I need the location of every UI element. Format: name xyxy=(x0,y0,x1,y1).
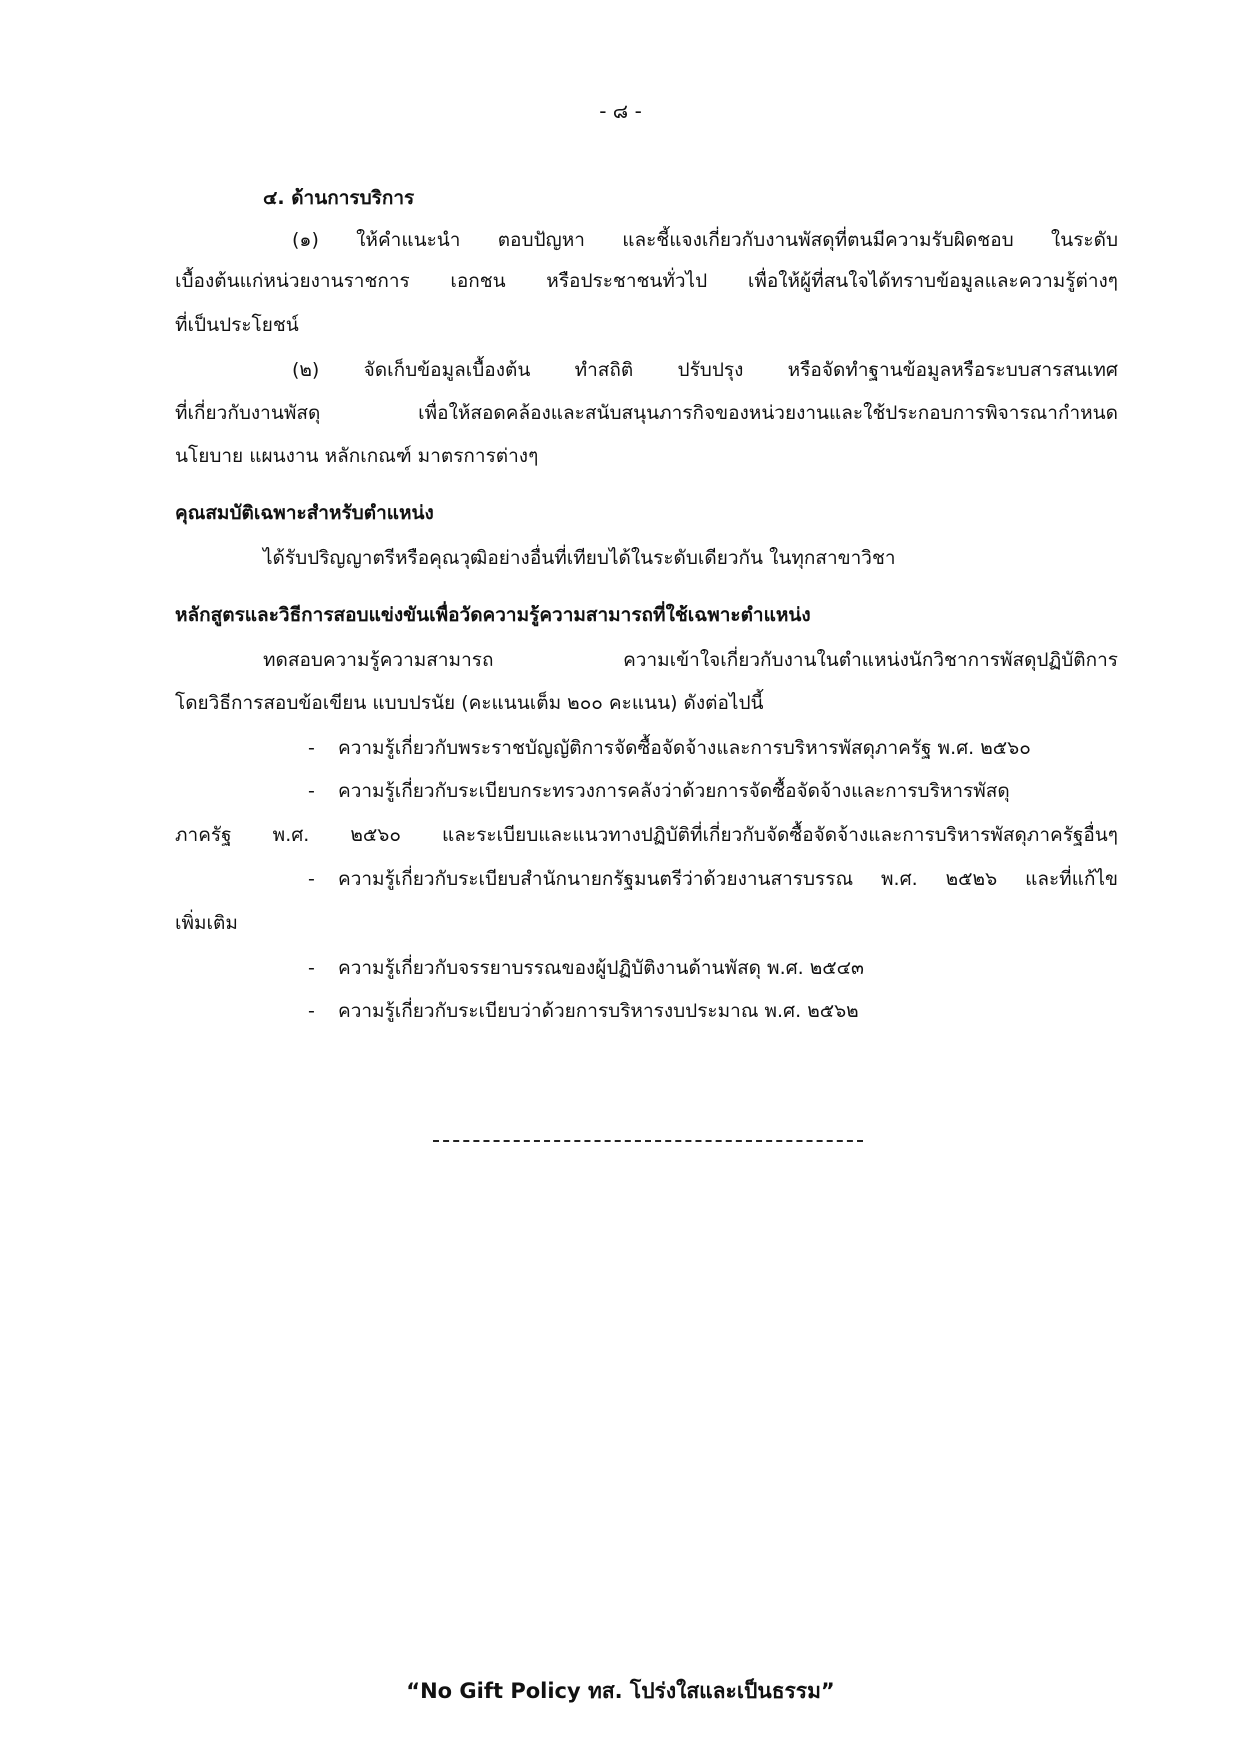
service-item1-line2: เบื้องต้นแก่หน่วยงานราชการ เอกชน หรือประชาชนทั่วไป เพื่อให้ผู้ที่สนใจได้ทราบข้อมูลและความรู้ต่างๆ xyxy=(175,270,1118,292)
bullet-dash: - xyxy=(308,957,315,979)
service-item1-line1: (๑) ให้คำแนะนำ ตอบปัญหา และชี้แจงเกี่ยวกับงานพัสดุที่ตนมีความรับผิดชอบ ในระดับ xyxy=(292,229,1118,251)
page-number: - ๘ - xyxy=(599,99,642,123)
exam-bullet-2-line1: ความรู้เกี่ยวกับระเบียบกระทรวงการคลังว่าด้วยการจัดซื้อจัดจ้างและการบริหารพัสดุ xyxy=(338,780,1010,802)
exam-bullet-3-line1: ความรู้เกี่ยวกับระเบียบสำนักนายกรัฐมนตรีว่าด้วยงานสารบรรณ พ.ศ. ๒๕๒๖ และที่แก้ไข xyxy=(338,868,1118,890)
qualification-text: ได้รับปริญญาตรีหรือคุณวุฒิอย่างอื่นที่เทียบได้ในระดับเดียวกัน ในทุกสาขาวิชา xyxy=(263,547,896,569)
exam-bullet-4: ความรู้เกี่ยวกับจรรยาบรรณของผู้ปฏิบัติงานด้านพัสดุ พ.ศ. ๒๕๔๓ xyxy=(338,957,865,979)
service-item2-line2: ที่เกี่ยวกับงานพัสดุ เพื่อให้สอดคล้องและสนับสนุนภารกิจของหน่วยงานและใช้ประกอบการพิจารณากำหนด xyxy=(175,402,1118,424)
footer-slogan: “No Gift Policy ทส. โปร่งใสและเป็นธรรม” xyxy=(406,1679,835,1703)
bullet-dash: - xyxy=(308,780,315,802)
exam-bullet-5: ความรู้เกี่ยวกับระเบียบว่าด้วยการบริหารงบประมาณ พ.ศ. ๒๕๖๒ xyxy=(338,1000,859,1022)
section-divider xyxy=(433,1140,863,1142)
bullet-dash: - xyxy=(308,1000,315,1022)
service-item1-line3: ที่เป็นประโยชน์ xyxy=(175,314,299,336)
exam-intro-line1: ทดสอบความรู้ความสามารถ ความเข้าใจเกี่ยวกับงานในตำแหน่งนักวิชาการพัสดุปฏิบัติการ xyxy=(263,649,1118,671)
bullet-dash: - xyxy=(308,737,315,759)
service-item2-line1: (๒) จัดเก็บข้อมูลเบื้องต้น ทำสถิติ ปรับปรุง หรือจัดทำฐานข้อมูลหรือระบบสารสนเทศ xyxy=(292,359,1118,381)
service-item2-line3: นโยบาย แผนงาน หลักเกณฑ์ มาตรการต่างๆ xyxy=(175,445,539,467)
bullet-dash: - xyxy=(308,868,315,890)
exam-bullet-1: ความรู้เกี่ยวกับพระราชบัญญัติการจัดซื้อจัดจ้างและการบริหารพัสดุภาครัฐ พ.ศ. ๒๕๖๐ xyxy=(338,737,1031,759)
exam-intro-line2: โดยวิธีการสอบข้อเขียน แบบปรนัย (คะแนนเต็ม ๒๐๐ คะแนน) ดังต่อไปนี้ xyxy=(175,692,764,714)
exam-bullet-3-line2: เพิ่มเติม xyxy=(175,912,238,934)
service-heading: ๔. ด้านการบริการ xyxy=(263,187,415,209)
exam-bullet-2-line2: ภาครัฐ พ.ศ. ๒๕๖๐ และระเบียบและแนวทางปฏิบัติที่เกี่ยวกับจัดซื้อจัดจ้างและการบริหารพัสดุภาครัฐอื่นๆ xyxy=(175,824,1118,846)
exam-heading: หลักสูตรและวิธีการสอบแข่งขันเพื่อวัดความรู้ความสามารถที่ใช้เฉพาะตำแหน่ง xyxy=(175,604,811,626)
qualification-heading: คุณสมบัติเฉพาะสำหรับตำแหน่ง xyxy=(175,502,434,524)
